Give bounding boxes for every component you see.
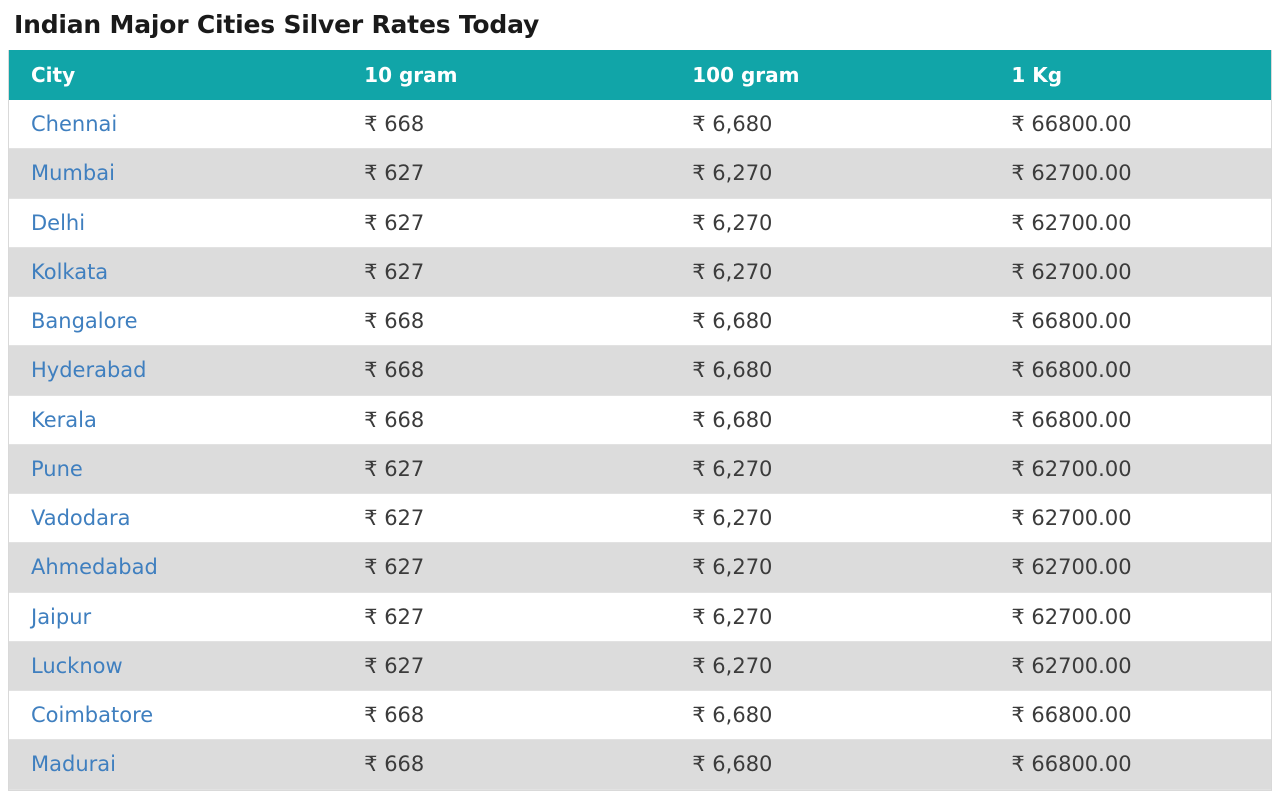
cell-100-gram: ₹ 6,680 <box>670 395 993 444</box>
cell-1-kg: ₹ 66800.00 <box>993 297 1271 346</box>
cell-10-gram: ₹ 668 <box>342 297 670 346</box>
rates-table-container <box>8 50 1272 791</box>
table-row <box>9 641 1271 690</box>
cell-100-gram: ₹ 6,270 <box>670 641 993 690</box>
cell-10-gram: ₹ 627 <box>342 494 670 543</box>
cell-city <box>9 691 342 740</box>
cell-100-gram: ₹ 6,270 <box>670 494 993 543</box>
city-link[interactable]: Chennai <box>31 112 118 136</box>
cell-10-gram: ₹ 627 <box>342 592 670 641</box>
column-header-100-gram[interactable]: 100 gram <box>670 50 993 100</box>
table-body <box>9 100 1271 789</box>
city-link[interactable]: Ahmedabad <box>31 555 158 580</box>
city-link[interactable]: Delhi <box>31 210 86 235</box>
cell-city <box>9 592 342 641</box>
cell-city <box>9 740 342 789</box>
cell-100-gram: ₹ 6,270 <box>670 543 993 592</box>
cell-city <box>9 247 342 296</box>
cell-10-gram: ₹ 668 <box>342 740 670 789</box>
cell-10-gram: ₹ 668 <box>342 100 670 149</box>
table-row <box>9 100 1271 149</box>
cell-10-gram: ₹ 627 <box>342 444 670 493</box>
column-header-10-gram[interactable]: 10 gram <box>342 50 670 100</box>
cell-1-kg: ₹ 62700.00 <box>993 198 1271 247</box>
cell-1-kg: ₹ 62700.00 <box>993 494 1271 543</box>
cell-city <box>9 346 342 395</box>
city-link[interactable]: Bangalore <box>31 309 138 333</box>
table-row <box>9 297 1271 346</box>
cell-1-kg: ₹ 66800.00 <box>993 346 1271 395</box>
column-header-1-kg[interactable]: 1 Kg <box>993 50 1271 100</box>
city-link[interactable]: Kerala <box>31 407 97 432</box>
city-link[interactable]: Vadodara <box>31 506 131 530</box>
city-link[interactable]: Madurai <box>31 752 116 777</box>
cell-100-gram: ₹ 6,680 <box>670 297 993 346</box>
cell-10-gram: ₹ 668 <box>342 395 670 444</box>
cell-1-kg: ₹ 66800.00 <box>993 691 1271 740</box>
cell-1-kg: ₹ 62700.00 <box>993 149 1271 198</box>
cell-city <box>9 297 342 346</box>
column-header-city[interactable]: City <box>9 50 342 100</box>
cell-10-gram: ₹ 627 <box>342 149 670 198</box>
silver-rates-table <box>9 50 1271 790</box>
cell-100-gram: ₹ 6,270 <box>670 592 993 641</box>
city-link[interactable]: Kolkata <box>31 259 109 284</box>
cell-city <box>9 494 342 543</box>
cell-1-kg: ₹ 66800.00 <box>993 100 1271 149</box>
table-row <box>9 395 1271 444</box>
cell-100-gram: ₹ 6,680 <box>670 691 993 740</box>
cell-1-kg: ₹ 62700.00 <box>993 247 1271 296</box>
table-row <box>9 592 1271 641</box>
cell-city <box>9 444 342 493</box>
cell-10-gram: ₹ 627 <box>342 247 670 296</box>
cell-city <box>9 641 342 690</box>
cell-city <box>9 198 342 247</box>
cell-100-gram: ₹ 6,270 <box>670 444 993 493</box>
table-row <box>9 149 1271 198</box>
table-header-row <box>9 50 1271 100</box>
table-row <box>9 691 1271 740</box>
cell-100-gram: ₹ 6,680 <box>670 346 993 395</box>
cell-10-gram: ₹ 627 <box>342 641 670 690</box>
page-title: Indian Major Cities Silver Rates Today <box>14 10 540 39</box>
cell-10-gram: ₹ 627 <box>342 543 670 592</box>
cell-city <box>9 149 342 198</box>
table-row <box>9 198 1271 247</box>
cell-10-gram: ₹ 627 <box>342 198 670 247</box>
cell-1-kg: ₹ 62700.00 <box>993 641 1271 690</box>
city-link[interactable]: Pune <box>31 456 83 481</box>
city-link[interactable]: Mumbai <box>31 161 115 186</box>
cell-10-gram: ₹ 668 <box>342 346 670 395</box>
cell-1-kg: ₹ 62700.00 <box>993 444 1271 493</box>
cell-100-gram: ₹ 6,270 <box>670 149 993 198</box>
table-row <box>9 247 1271 296</box>
city-link[interactable]: Coimbatore <box>31 703 154 727</box>
cell-100-gram: ₹ 6,270 <box>670 198 993 247</box>
cell-1-kg: ₹ 66800.00 <box>993 740 1271 789</box>
cell-city <box>9 543 342 592</box>
cell-100-gram: ₹ 6,680 <box>670 740 993 789</box>
cell-100-gram: ₹ 6,680 <box>670 100 993 149</box>
cell-1-kg: ₹ 62700.00 <box>993 592 1271 641</box>
city-link[interactable]: Jaipur <box>31 604 92 629</box>
cell-1-kg: ₹ 62700.00 <box>993 543 1271 592</box>
cell-10-gram: ₹ 668 <box>342 691 670 740</box>
table-row <box>9 444 1271 493</box>
city-link[interactable]: Lucknow <box>31 653 123 678</box>
city-link[interactable]: Hyderabad <box>31 358 147 383</box>
table-row <box>9 543 1271 592</box>
table-row <box>9 740 1271 789</box>
table-header <box>9 50 1271 100</box>
table-row <box>9 494 1271 543</box>
cell-100-gram: ₹ 6,270 <box>670 247 993 296</box>
cell-city <box>9 395 342 444</box>
cell-city <box>9 100 342 149</box>
cell-1-kg: ₹ 66800.00 <box>993 395 1271 444</box>
table-row <box>9 346 1271 395</box>
